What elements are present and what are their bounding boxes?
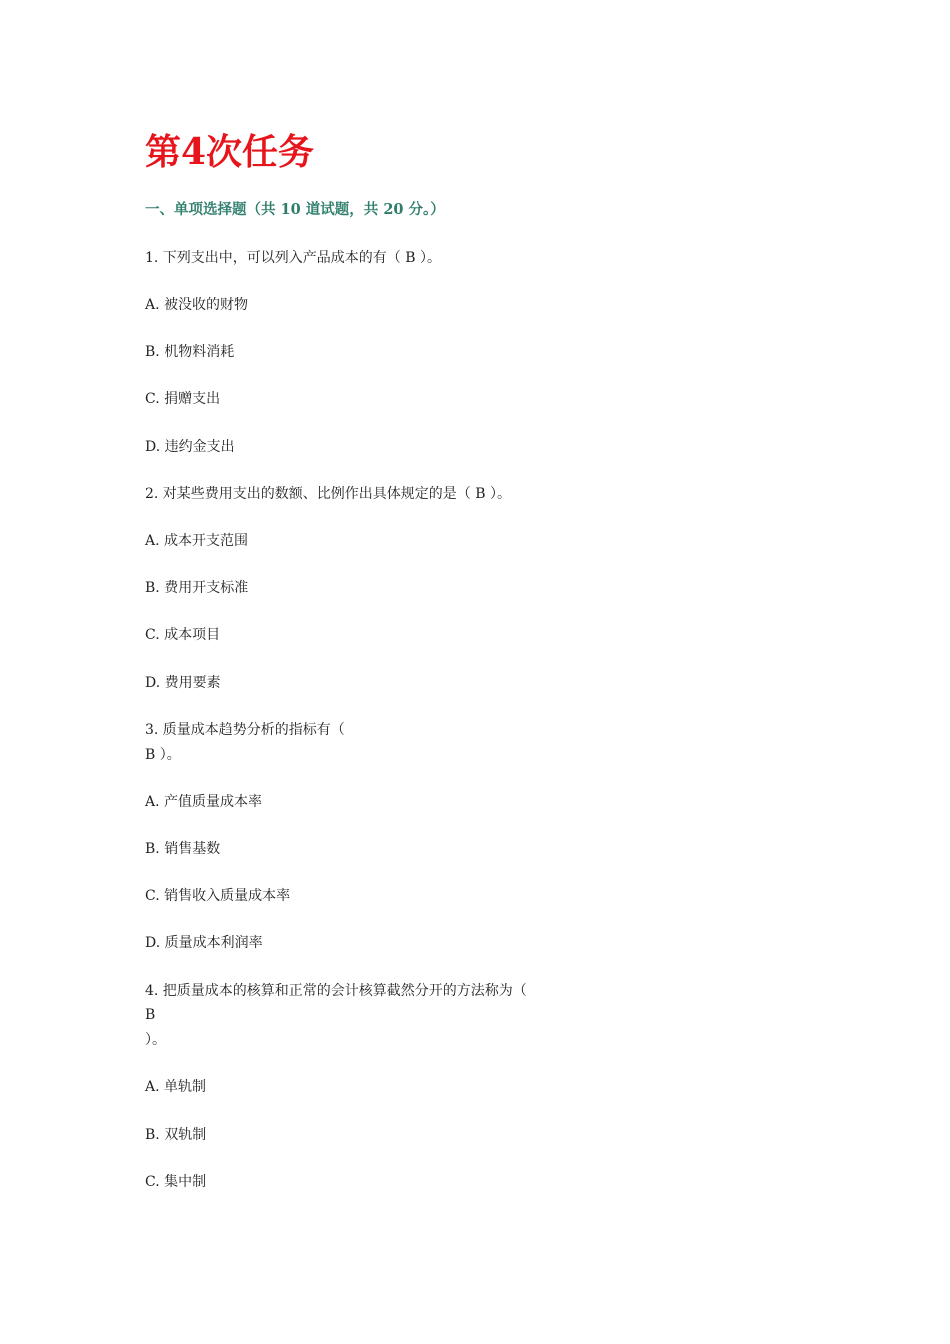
question-3-stem-line-1: 3. 质量成本趋势分析的指标有（ bbox=[145, 722, 345, 738]
document-title: 第4次任务 bbox=[145, 131, 315, 173]
question-3-stem-line-2: B ）。 bbox=[145, 747, 181, 763]
question-4-stem-line-1: 4. 把质量成本的核算和正常的会计核算截然分开的方法称为（ bbox=[145, 983, 527, 999]
question-4-stem-line-2: B bbox=[145, 1007, 156, 1023]
question-2-option-c: C. 成本项目 bbox=[145, 627, 221, 643]
question-1-option-d: D. 违约金支出 bbox=[145, 439, 235, 455]
question-1-option-b: B. 机物料消耗 bbox=[145, 344, 235, 360]
question-4-option-b: B. 双轨制 bbox=[145, 1127, 207, 1143]
question-1-option-c: C. 捐赠支出 bbox=[145, 391, 221, 407]
question-1-stem: 1. 下列支出中，可以列入产品成本的有（ B ）。 bbox=[145, 250, 441, 266]
question-2-stem: 2. 对某些费用支出的数额、比例作出具体规定的是（ B ）。 bbox=[145, 486, 511, 502]
question-2-option-b: B. 费用开支标准 bbox=[145, 580, 249, 596]
question-4-option-a: A. 单轨制 bbox=[145, 1079, 207, 1095]
question-3-option-d: D. 质量成本利润率 bbox=[145, 935, 263, 951]
question-4-option-c: C. 集中制 bbox=[145, 1174, 207, 1190]
question-2-option-d: D. 费用要素 bbox=[145, 675, 221, 691]
section-heading: 一、单项选择题（共 10 道试题，共 20 分。） bbox=[145, 201, 445, 218]
question-4-stem-line-3: ）。 bbox=[145, 1032, 166, 1048]
question-2-option-a: A. 成本开支范围 bbox=[145, 533, 249, 549]
question-3-option-b: B. 销售基数 bbox=[145, 841, 221, 857]
question-3-option-c: C. 销售收入质量成本率 bbox=[145, 888, 291, 904]
question-1-option-a: A. 被没收的财物 bbox=[145, 297, 249, 313]
question-3-option-a: A. 产值质量成本率 bbox=[145, 794, 263, 810]
